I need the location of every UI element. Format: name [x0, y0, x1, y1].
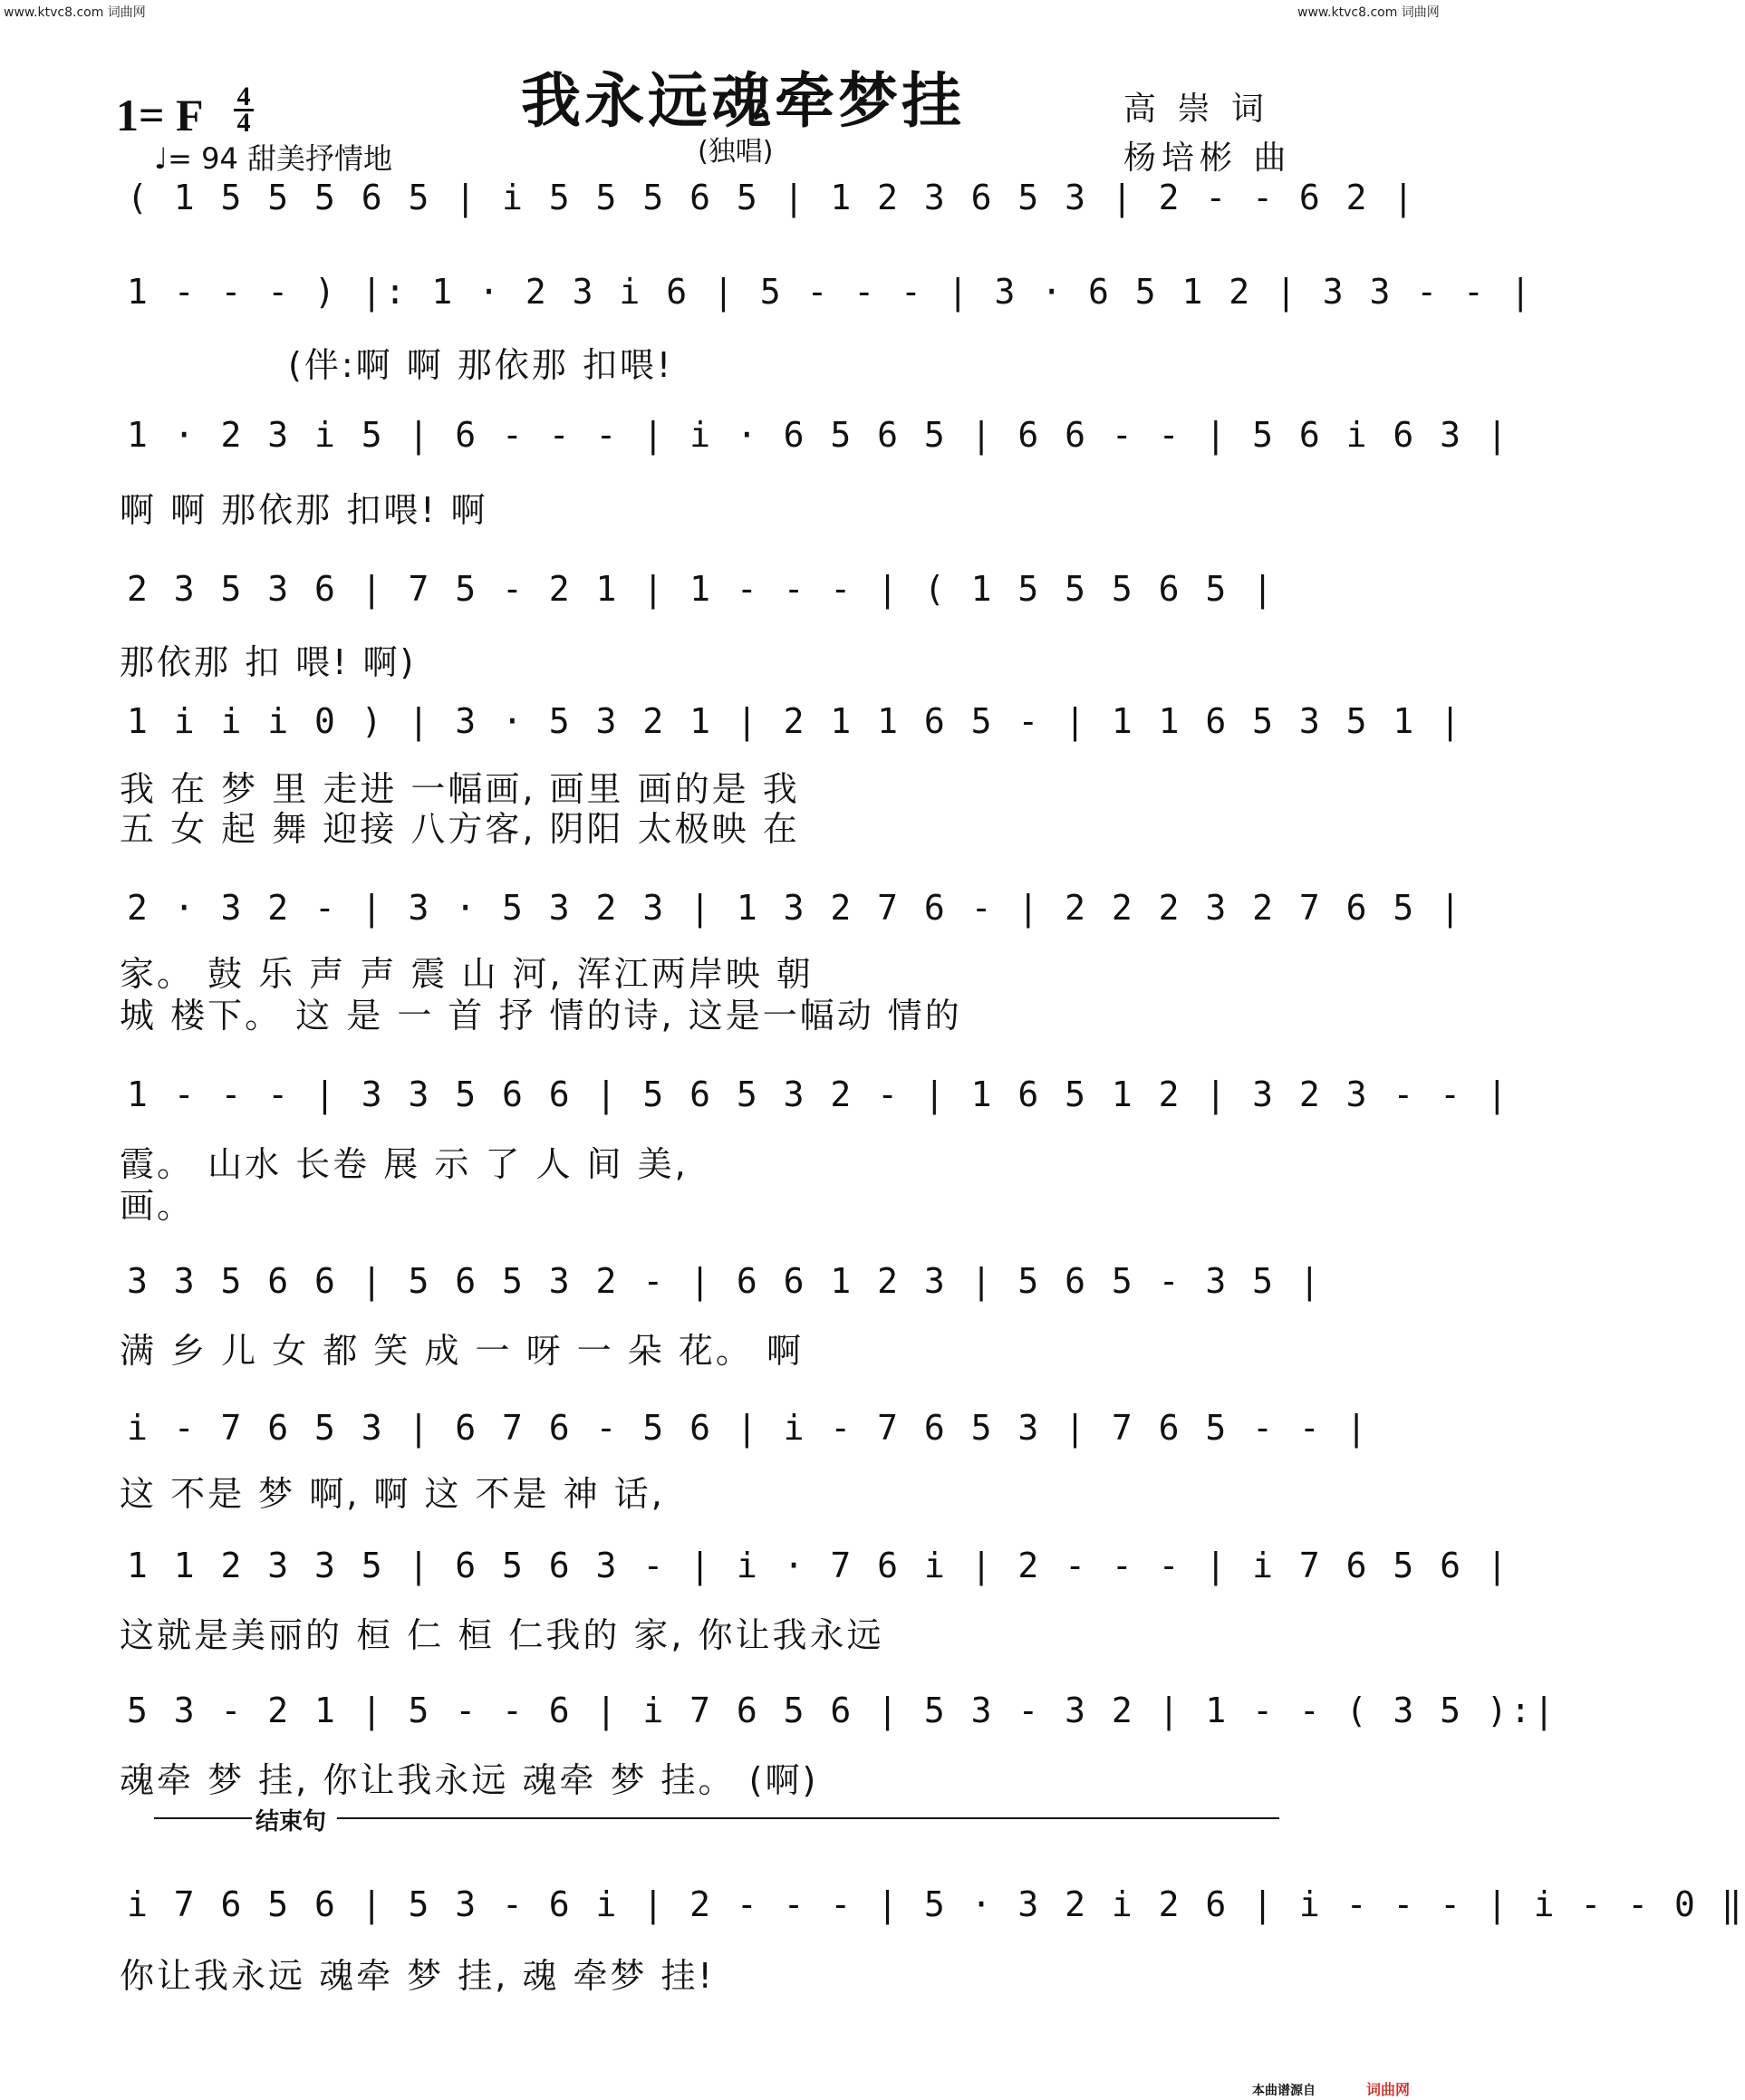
score-line-6-lyrics-verse2: 城 楼下。 这 是 一 首 抒 情的诗, 这是一幅动 情的	[120, 996, 962, 1036]
score-line-6-notes: 2 · 3 2 - | 3 · 5 3 2 3 | 1 3 2 7 6 - | 2 2 2 3 2 7 6 5 |	[127, 888, 1464, 928]
page-title: 我永远魂牵梦挂	[521, 65, 965, 136]
score-line-3-lyrics: 啊 啊 那依那 扣喂! 啊	[120, 490, 488, 530]
score-line-12-lyrics: 你让我永远 魂牵 梦 挂, 魂 牵梦 挂!	[120, 1956, 715, 1996]
score-line-11-notes: 5 3 - 2 1 | 5 - - 6 | i 7 6 5 6 | 5 3 - 3 2 | 1 - - ( 3 5 ):|	[127, 1691, 1557, 1730]
ending-rule-right	[337, 1817, 1279, 1819]
score-line-9-notes: i - 7 6 5 3 | 6 7 6 - 5 6 | i - 7 6 5 3 | 7 6 5 - - |	[127, 1408, 1370, 1448]
score-line-7-lyrics-verse2: 画。	[120, 1186, 195, 1226]
score-line-10-notes: 1 1 2 3 3 5 | 6 5 6 3 - | i · 7 6 i | 2 - - - | i 7 6 5 6 |	[127, 1546, 1510, 1585]
score-line-8-lyrics: 满 乡 儿 女 都 笑 成 一 呀 一 朵 花。 啊	[120, 1331, 804, 1371]
score-line-5-lyrics-verse1: 我 在 梦 里 走进 一幅画, 画里 画的是 我	[120, 769, 800, 809]
score-line-5-lyrics-verse2: 五 女 起 舞 迎接 八方客, 阴阳 太极映 在	[120, 809, 800, 849]
time-signature	[234, 82, 254, 138]
score-line-2-lyrics: (伴:啊 啊 那依那 扣喂!	[288, 345, 674, 385]
score-line-8-notes: 3 3 5 6 6 | 5 6 5 3 2 - | 6 6 1 2 3 | 5 6 5 - 3 5 |	[127, 1261, 1323, 1301]
lyricist-credit: 高 崇 词	[1123, 91, 1269, 128]
score-line-3-notes: 1 · 2 3 i 5 | 6 - - - | i · 6 5 6 5 | 6 6 - - | 5 6 i 6 3 |	[127, 415, 1510, 455]
key-signature: 1= F	[116, 90, 204, 140]
score-line-1-notes: ( 1 5 5 5 6 5 | i 5 5 5 6 5 | 1 2 3 6 5 3 | 2 - - 6 2 |	[127, 178, 1417, 217]
subtitle: (独唱)	[698, 136, 774, 168]
score-line-10-lyrics: 这就是美丽的 桓 仁 桓 仁我的 家, 你让我永远	[120, 1615, 884, 1655]
footer-source: 本曲谱源自	[1252, 2084, 1316, 2098]
footer-logo: 词曲网	[1366, 2081, 1411, 2098]
composer-credit: 杨培彬 曲	[1123, 140, 1292, 177]
score-line-11-lyrics: 魂牵 梦 挂, 你让我永远 魂牵 梦 挂。 (啊)	[120, 1760, 819, 1800]
score-line-7-notes: 1 - - - | 3 3 5 6 6 | 5 6 5 3 2 - | 1 6 5 1 2 | 3 2 3 - - |	[127, 1074, 1510, 1114]
ending-label: 结束句	[255, 1808, 327, 1835]
watermark-left: www.ktvc8.com 词曲网	[4, 5, 146, 20]
score-line-6-lyrics-verse1: 家。 鼓 乐 声 声 震 山 河, 浑江两岸映 朝	[120, 954, 814, 994]
score-line-12-notes: i 7 6 5 6 | 5 3 - 6 i | 2 - - - | 5 · 3 2 i 2 6 | i - - - | i - - 0 ‖	[127, 1884, 1745, 1924]
score-line-7-lyrics-verse1: 霞。 山水 长卷 展 示 了 人 间 美,	[120, 1144, 689, 1184]
score-line-5-notes: 1 i i i 0 ) | 3 · 5 3 2 1 | 2 1 1 6 5 - | 1 1 6 5 3 5 1 |	[127, 701, 1464, 741]
score-line-9-lyrics: 这 不是 梦 啊, 啊 这 不是 神 话,	[120, 1474, 665, 1514]
score-line-4-notes: 2 3 5 3 6 | 7 5 - 2 1 | 1 - - - | ( 1 5 5 5 6 5 |	[127, 569, 1277, 609]
tempo-marking: ♩= 94 甜美抒情地	[154, 141, 392, 176]
watermark-right: www.ktvc8.com 词曲网	[1297, 5, 1440, 20]
time-signature-top: 4	[236, 82, 251, 111]
score-line-2-notes: 1 - - - ) |: 1 · 2 3 i 6 | 5 - - - | 3 · 6 5 1 2 | 3 3 - - |	[127, 272, 1534, 312]
ending-rule-left	[154, 1817, 252, 1819]
score-line-4-lyrics: 那依那 扣 喂! 啊)	[120, 642, 417, 682]
time-signature-bottom: 4	[236, 108, 251, 138]
